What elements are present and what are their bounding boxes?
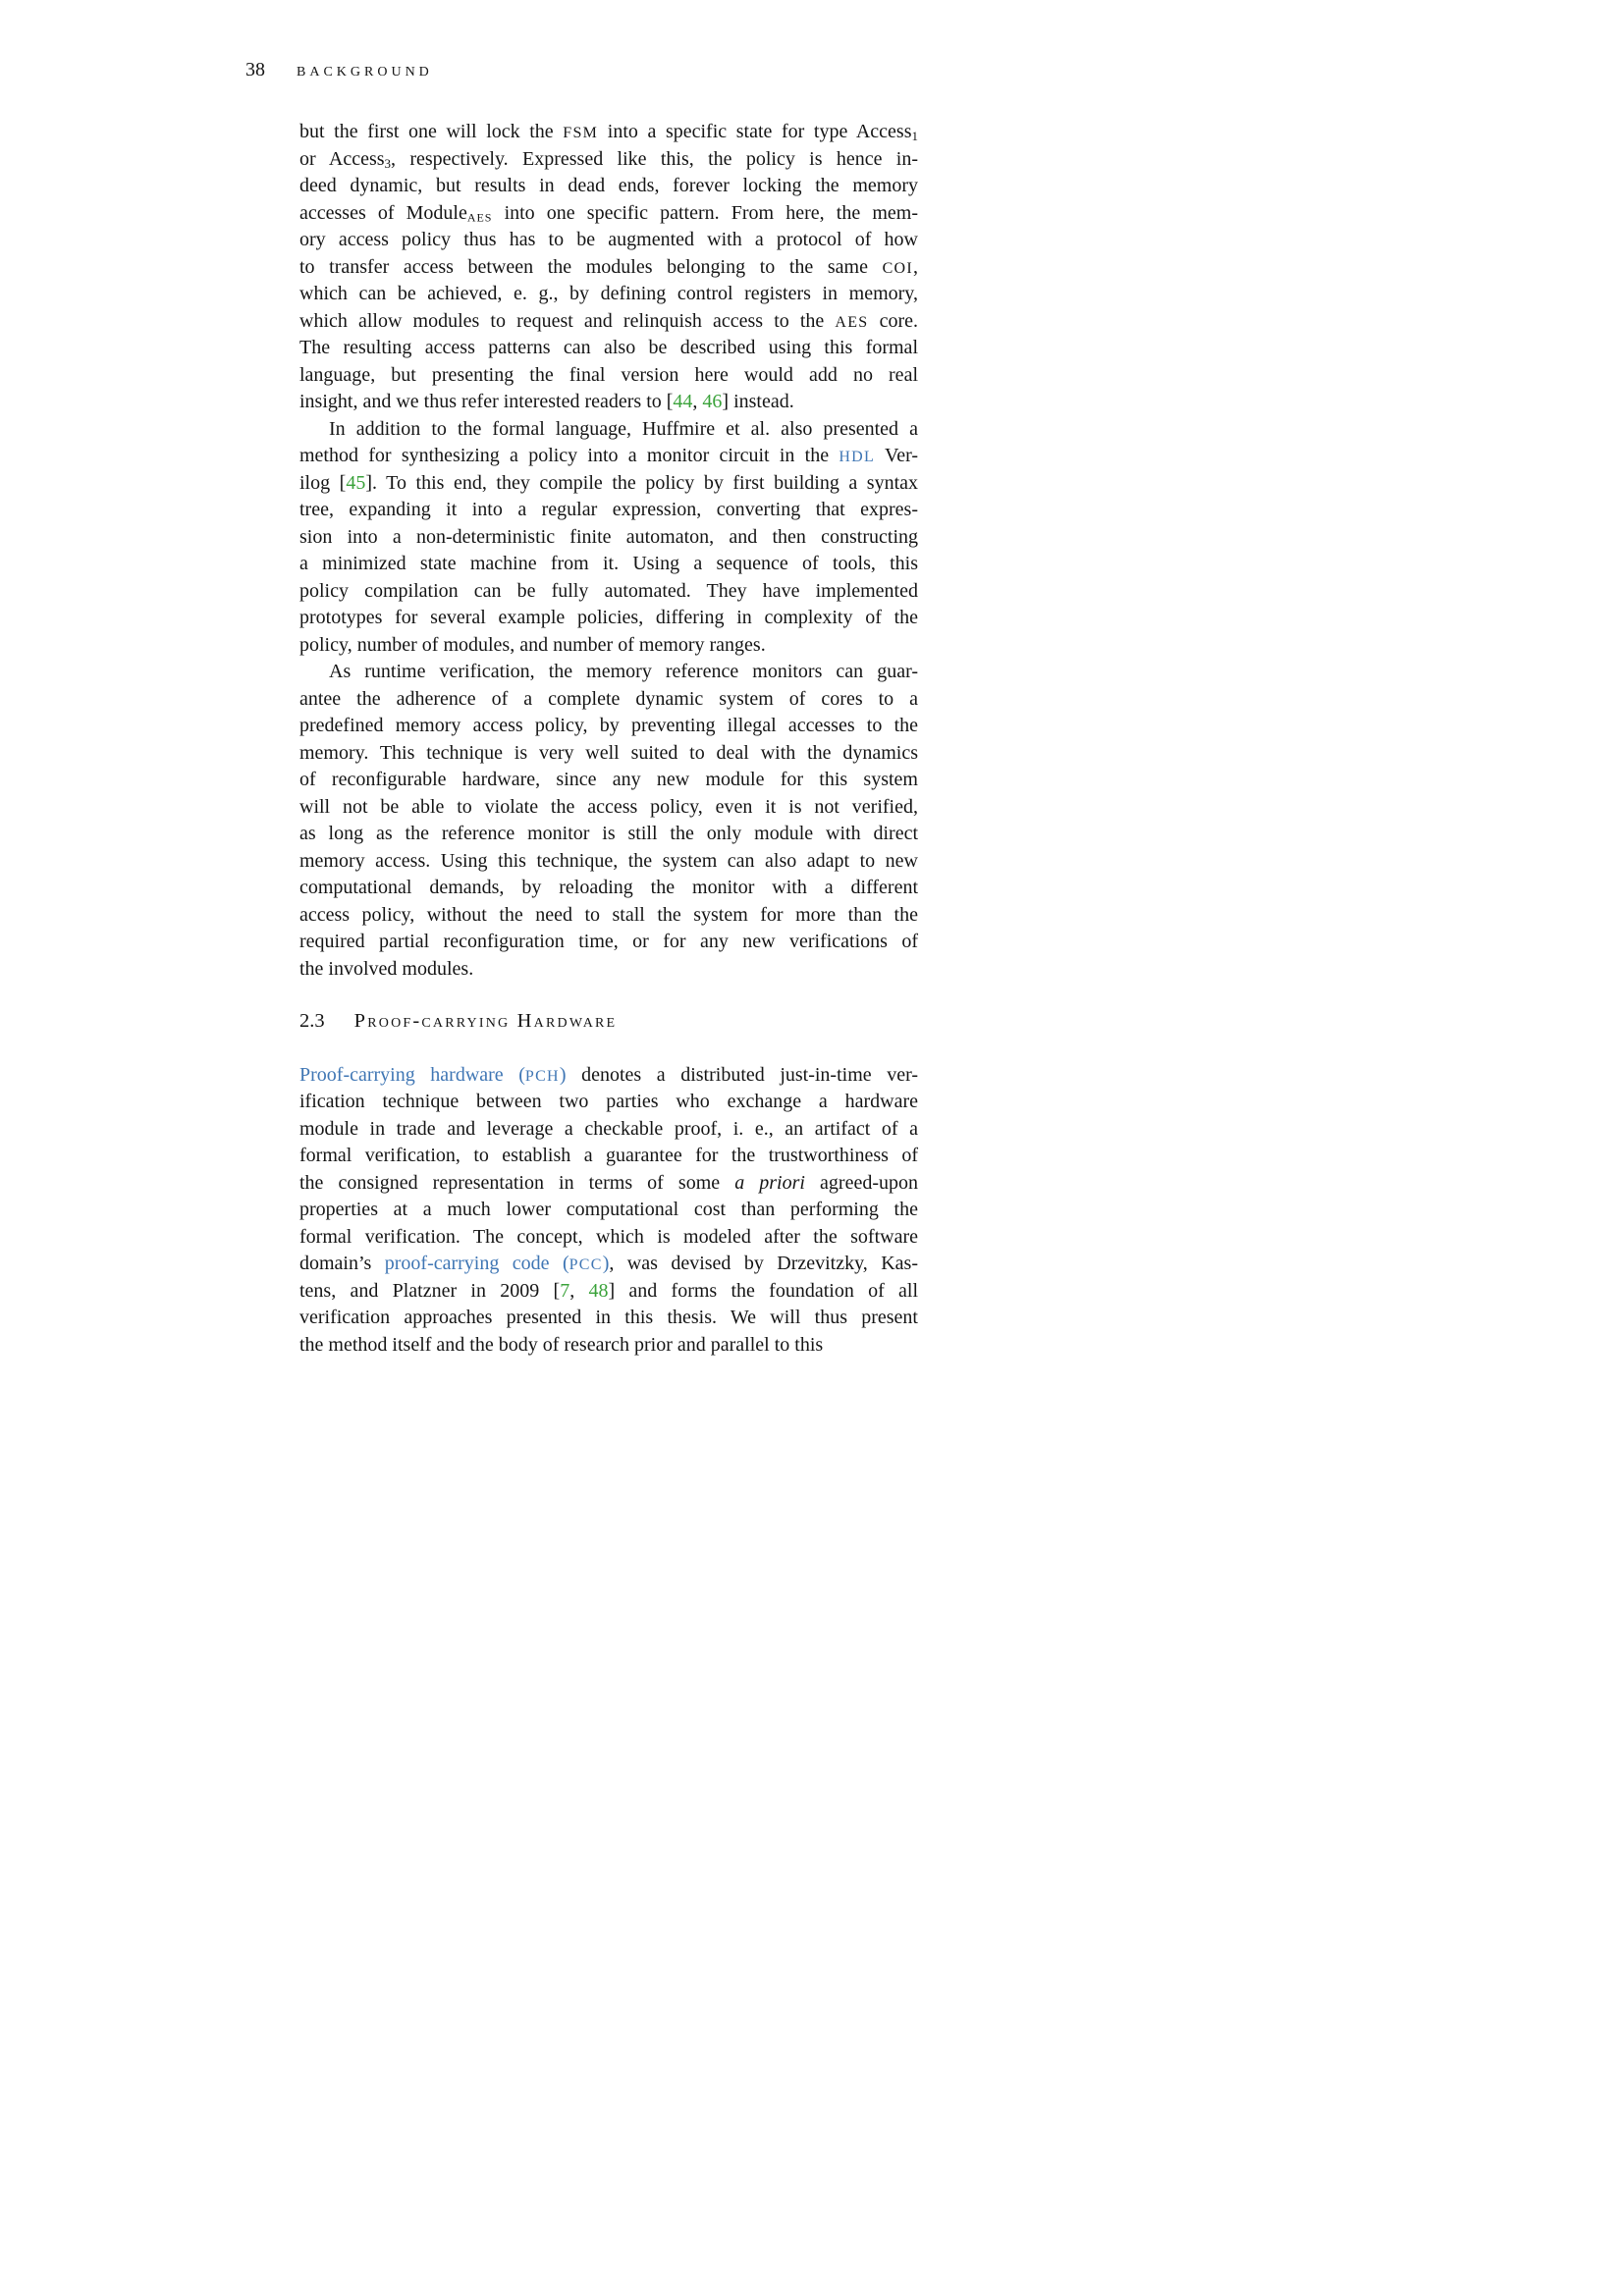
text-segment: As runtime verification, the memory reference monitors can guar- [329,661,918,682]
text-line [299,416,918,444]
text-segment: a priori [734,1171,805,1194]
acronym-text: COI [882,259,913,277]
text-segment: deed dynamic, but results in dead ends, forever locking the memory [299,175,918,196]
text-segment: verification approaches presented in this thesis. We will thus present [299,1307,918,1328]
text-line [299,1062,918,1090]
text-segment: insight, and we thus refer interested readers to [ [299,391,674,412]
text-line [299,821,918,848]
text-segment: memory. This technique is very well suited to deal with the dynamics [299,741,918,764]
text-line [299,848,918,876]
text-segment: prototypes for several example policies, differing in complexity of the [299,607,918,628]
text-line [299,1278,918,1306]
text-segment: denotes a distributed just-in-time ver- [566,1063,918,1086]
text-line [299,173,918,200]
text-segment: properties at a much lower computational cost than performing the [299,1199,918,1220]
text-line [299,497,918,524]
text-line [299,1116,918,1144]
text-line [299,443,918,470]
text-line [299,362,918,390]
text-line [299,119,918,146]
text-segment: or Access [299,147,385,170]
text-block [299,119,918,1359]
text-line [299,389,918,416]
text-segment: sion into a non-deterministic finite automaton, and then constructing [299,525,918,548]
text-segment: antee the adherence of a complete dynamic system of cores to a [299,687,918,710]
hyperlink[interactable]: proof-carrying code ( [384,1253,569,1274]
text-segment: , was devised by Drzevitzky, Kas- [609,1253,918,1274]
text-segment: will not be able to violate the access policy, even it is not verified, [299,795,918,818]
text-line [299,1170,918,1198]
hyperlink[interactable]: PCH [524,1067,560,1085]
hyperlink[interactable]: Proof-carrying hardware ( [299,1063,525,1086]
text-line [299,281,918,308]
text-segment: ]. To this end, they compile the policy by first building a syntax [365,471,919,494]
subscript-text: 1 [911,128,918,143]
text-segment: tens, and Platzner in 2009 [ [299,1279,561,1302]
text-line [299,794,918,822]
text-line [299,1305,918,1332]
text-segment: core. [868,309,919,332]
text-segment: into a specific state for type Access [598,121,912,142]
citation-link[interactable]: 48 [588,1279,609,1302]
text-segment: ] instead. [722,391,794,412]
text-line [299,227,918,254]
text-line [299,578,918,606]
text-segment: , [569,1279,589,1302]
section-number: 2.3 [299,1010,325,1032]
text-segment: but the first one will lock the [299,121,564,142]
text-line [299,524,918,552]
text-segment: accesses of Module [299,201,467,224]
text-line [299,659,918,686]
text-line [299,740,918,768]
paragraph [299,416,918,660]
text-segment: agreed-upon [804,1171,918,1194]
text-segment: the involved modules. [299,957,474,980]
text-segment: policy, number of modules, and number of memory ranges. [299,633,766,656]
text-line [299,335,918,362]
text-segment: ilog [ [299,471,347,494]
text-line [299,1089,918,1116]
paragraph [299,1062,918,1360]
text-segment: Ver- [875,445,918,466]
text-segment: predefined memory access policy, by preventing illegal accesses to the [299,715,918,736]
text-line [299,902,918,930]
text-line [299,1224,918,1252]
text-segment: ] and forms the foundation of all [608,1279,919,1302]
text-segment: policy compilation can be fully automated. They have implemented [299,579,918,602]
page-header [245,59,433,81]
text-segment: the method itself and the body of research prior and parallel to this [299,1333,824,1356]
text-segment: formal verification. The concept, which is modeled after the software [299,1225,918,1248]
text-segment: , [913,255,918,278]
text-segment: to transfer access between the modules belonging to the same [299,255,883,278]
text-line [299,308,918,336]
page-number: 38 [245,59,265,80]
text-segment: the consigned representation in terms of some [299,1171,735,1194]
text-segment: memory access. Using this technique, the system can also adapt to new [299,849,918,872]
acronym-text: AES [835,313,869,331]
citation-link[interactable]: 7 [560,1279,570,1302]
text-segment: as long as the reference monitor is still the only module with direct [299,823,918,844]
text-segment: module in trade and leverage a checkable proof, i. e., an artifact of a [299,1117,918,1140]
text-segment: which allow modules to request and relinquish access to the [299,309,836,332]
text-line [299,1197,918,1224]
text-segment: , respectively. Expressed like this, the policy is hence in- [391,147,918,170]
acronym-text: FSM [563,125,599,141]
text-segment: , [692,391,703,412]
text-line [299,200,918,228]
hyperlink[interactable]: ) [602,1253,610,1274]
hyperlink[interactable]: HDL [839,449,876,465]
text-segment: ory access policy thus has to be augmented with a protocol of how [299,229,918,250]
section-heading [299,1008,918,1036]
text-segment: which can be achieved, e. g., by defining control registers in memory, [299,283,918,304]
subscript-text: 3 [384,155,392,171]
subscript-text: AES [466,209,493,224]
paragraph [299,119,918,416]
text-line [299,605,918,632]
text-segment: language, but presenting the final version here would add no real [299,363,918,386]
text-line [299,686,918,714]
text-line [299,632,918,660]
section-title: Proof-carrying Hardware [353,1010,618,1032]
text-segment: domain’s [299,1253,385,1274]
text-segment: tree, expanding it into a regular expression, converting that expres- [299,499,918,520]
text-segment: In addition to the formal language, Huffmire et al. also presented a [329,417,918,440]
text-segment: access policy, without the need to stall the system for more than the [299,903,918,926]
text-segment: into one specific pattern. From here, the mem- [492,201,918,224]
paragraph [299,659,918,983]
text-line [299,470,918,498]
text-line [299,1332,918,1360]
text-line [299,713,918,740]
text-line [299,767,918,794]
text-segment: of reconfigurable hardware, since any new module for this system [299,769,918,790]
text-line [299,1251,918,1278]
text-segment: method for synthesizing a policy into a monitor circuit in the [299,445,839,466]
text-line [299,929,918,956]
text-line [299,875,918,902]
text-line [299,254,918,282]
text-line [299,956,918,984]
text-segment: a minimized state machine from it. Using a sequence of tools, this [299,553,918,574]
text-line [299,1143,918,1170]
hyperlink[interactable]: PCC [568,1256,603,1273]
text-segment: ification technique between two parties who exchange a hardware [299,1091,918,1112]
citation-link[interactable]: 44 [673,391,693,412]
text-segment: formal verification, to establish a guarantee for the trustworthiness of [299,1145,918,1166]
text-segment: required partial reconfiguration time, or for any new verifications of [299,931,918,952]
text-segment: The resulting access patterns can also be described using this formal [299,337,918,358]
running-header: background [297,59,433,80]
citation-link[interactable]: 45 [346,471,366,494]
text-line [299,146,918,174]
citation-link[interactable]: 46 [702,391,723,412]
text-line [299,551,918,578]
hyperlink[interactable]: ) [559,1063,567,1086]
text-segment: computational demands, by reloading the monitor with a different [299,877,918,898]
